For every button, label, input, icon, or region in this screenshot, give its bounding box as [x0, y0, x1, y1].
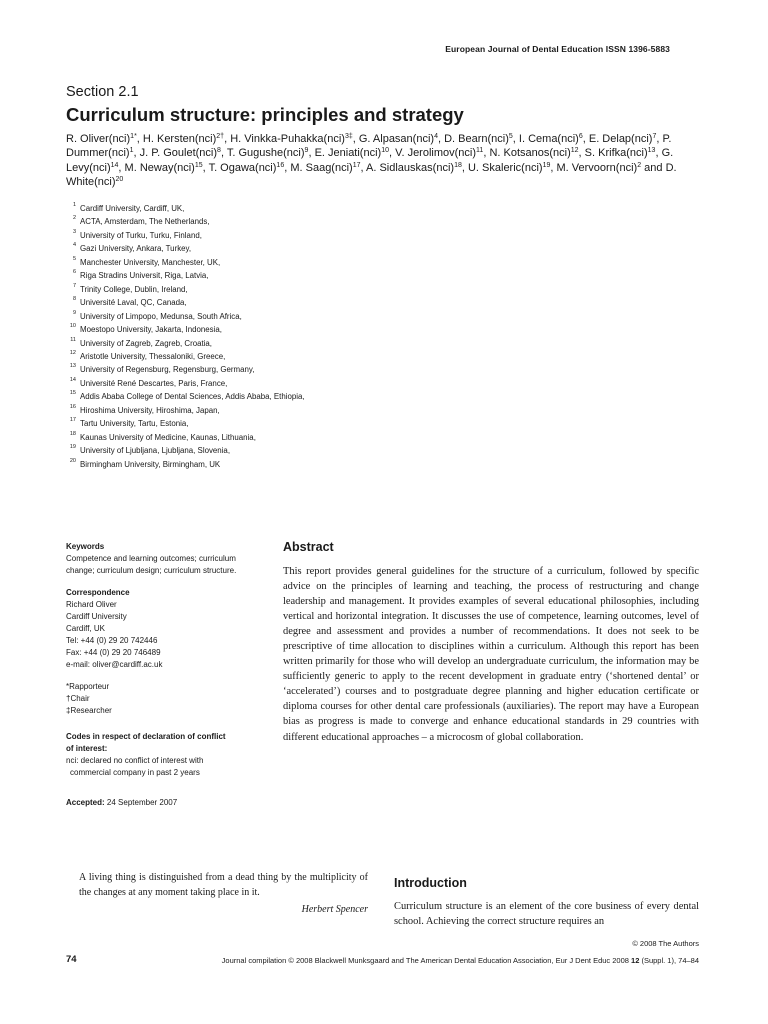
affiliation-number: 9	[72, 309, 76, 316]
affiliation-text: Cardiff University, Cardiff, UK,	[80, 204, 185, 213]
author-affiliation-marker: 16	[276, 161, 285, 169]
conflict-block	[66, 731, 276, 779]
author-affiliation-marker: 5	[508, 133, 513, 140]
affiliation-item	[66, 444, 466, 457]
author-name: T. Gugushe(nci)	[226, 147, 305, 160]
conflict-text: nci: declared no conflict of interest with	[66, 756, 204, 765]
author-separator: ,	[483, 147, 490, 160]
author-affiliation-marker: 2†	[216, 133, 225, 140]
accepted-date: 24 September 2007	[106, 798, 178, 807]
author-name: P. Dummer(nci)	[66, 133, 672, 160]
affiliation-text: Hiroshima University, Hiroshima, Japan,	[80, 405, 220, 415]
affiliation-text: Manchester University, Manchester, UK,	[80, 257, 221, 267]
affiliation-number: 10	[69, 323, 76, 330]
author-separator: ,	[656, 133, 663, 145]
page-number: 74	[66, 954, 77, 965]
author-name: G. Levy(nci)	[66, 147, 674, 174]
affiliation-number: 17	[69, 417, 76, 424]
author-affiliation-marker: 14	[110, 161, 119, 169]
author-affiliation-marker: 4	[434, 133, 438, 140]
affiliation-text: University of Zagreb, Zagreb, Croatia,	[80, 338, 213, 348]
author-separator: ,	[461, 161, 468, 174]
affiliation-text: Moestopo University, Jakarta, Indonesia,	[80, 325, 222, 335]
correspondence-email: e-mail: oliver@cardiff.ac.uk	[66, 660, 163, 669]
author-separator: ,	[360, 161, 367, 174]
keywords-heading: Keywords	[66, 542, 105, 551]
author-separator: ,	[512, 133, 519, 145]
author-name: E. Delap(nci)	[588, 133, 653, 145]
author-affiliation-marker: 1	[129, 147, 134, 155]
author-affiliation-marker: 10	[381, 147, 389, 155]
author-name: H. Kersten(nci)	[142, 133, 217, 145]
affiliation-item	[66, 404, 466, 417]
correspondence-block	[66, 587, 276, 671]
paper-title: Curriculum structure: principles and strategy	[66, 104, 464, 125]
author-name: T. Ogawa(nci)	[208, 161, 277, 174]
affiliation-item	[66, 350, 466, 363]
section-label: Section 2.1	[66, 84, 139, 100]
author-name: M. Vervoorn(nci)	[556, 161, 638, 174]
author-separator: ,	[308, 147, 315, 160]
affiliation-number: 7	[72, 282, 76, 289]
author-affiliation-marker: 11	[476, 147, 484, 155]
affiliation-number: 8	[72, 296, 76, 303]
author-affiliation-marker: 12	[570, 147, 579, 155]
epigraph	[79, 870, 368, 917]
affiliation-number: 19	[69, 444, 76, 451]
affiliation-number: 11	[70, 336, 76, 343]
author-separator: ,	[220, 147, 227, 160]
conflict-heading: Codes in respect of declaration of conflict	[66, 732, 226, 741]
conflict-text: commercial company in past 2 years	[70, 768, 200, 777]
author-affiliation-marker: 7	[652, 133, 657, 140]
affiliation-item	[66, 242, 466, 255]
correspondence-tel: Tel: +44 (0) 29 20 742446	[66, 636, 158, 645]
epigraph-author: Herbert Spencer	[301, 904, 368, 915]
affiliation-item	[66, 310, 466, 323]
affiliation-text: Addis Ababa College of Dental Sciences, Addis Ababa, Ethiopia,	[80, 392, 305, 402]
affiliation-item	[66, 390, 466, 403]
affiliation-text: University of Limpopo, Medunsa, South Africa,	[80, 311, 242, 321]
accepted-block	[66, 797, 276, 809]
author-separator: ,	[136, 133, 143, 145]
author-affiliation-marker: 6	[578, 133, 583, 140]
affiliation-text: Trinity College, Dublin, Ireland,	[80, 284, 188, 294]
author-affiliation-marker: 19	[542, 161, 551, 169]
footer-volume: 12	[631, 956, 640, 965]
keywords-text: Competence and learning outcomes; curriculum	[66, 554, 236, 563]
affiliation-text: Aristotle University, Thessaloniki, Greece,	[80, 351, 226, 361]
affiliation-text: Tartu University, Tartu, Estonia,	[80, 419, 189, 429]
affiliation-list	[66, 202, 466, 471]
author-separator: ,	[437, 133, 445, 145]
affiliation-number: 13	[69, 363, 76, 370]
author-name: V. Jerolimov(nci)	[395, 147, 477, 160]
affiliation-item	[66, 283, 466, 296]
author-name: G. Alpasan(nci)	[358, 133, 435, 145]
conflict-heading: of interest:	[66, 744, 108, 753]
author-affiliation-marker: 18	[454, 161, 462, 169]
journal-header: European Journal of Dental Education ISSN 1396-5883	[445, 44, 670, 54]
affiliation-item	[66, 337, 466, 350]
affiliation-number: 3	[72, 228, 76, 235]
accepted-label: Accepted:	[66, 798, 105, 807]
affiliation-number: 16	[69, 403, 76, 410]
affiliation-text: University of Ljubljana, Ljubljana, Slovenia,	[80, 446, 231, 456]
author-name: J. P. Goulet(nci)	[139, 147, 218, 160]
role-researcher: ‡Researcher	[66, 706, 112, 715]
affiliation-number: 20	[69, 457, 76, 464]
author-affiliation-marker: 2	[637, 161, 642, 169]
affiliation-text: University of Turku, Turku, Finland,	[80, 230, 202, 240]
author-name: A. Sidlauskas(nci)	[366, 161, 455, 174]
author-name: H. Vinkka-Puhakka(nci)	[230, 133, 345, 145]
affiliation-number: 4	[72, 242, 76, 249]
affiliation-item	[66, 215, 466, 228]
affiliation-number: 2	[72, 215, 76, 222]
epigraph-quote: A living thing is distinguished from a dead thing by the multiplicity of the changes at any moment taking place in it.	[79, 872, 368, 898]
correspondence-fax: Fax: +44 (0) 29 20 746489	[66, 648, 161, 657]
author-affiliation-marker: 20	[115, 175, 124, 183]
affiliation-text: Université Laval, QC, Canada,	[80, 298, 187, 308]
affiliation-number: 1	[72, 202, 76, 208]
author-separator: ,	[224, 133, 231, 145]
affiliation-text: Birmingham University, Birmingham, UK	[80, 459, 221, 469]
affiliation-number: 12	[69, 349, 76, 356]
author-name: I. Cema(nci)	[518, 133, 579, 145]
author-name: E. Jeniati(nci)	[314, 147, 382, 160]
correspondence-heading: Correspondence	[66, 588, 130, 597]
role-rapporteur: *Rapporteur	[66, 682, 110, 691]
author-separator: ,	[133, 147, 140, 160]
author-affiliation-marker: 13	[647, 147, 656, 155]
author-separator: ,	[352, 133, 359, 145]
affiliation-number: 5	[72, 255, 76, 262]
affiliation-item	[66, 377, 466, 390]
author-name: D. Bearn(nci)	[444, 133, 509, 145]
affiliation-text: Université René Descartes, Paris, France,	[80, 378, 228, 388]
author-separator: ,	[284, 161, 291, 174]
affiliation-number: 18	[69, 430, 76, 437]
author-name: D. White(nci)	[66, 161, 677, 188]
affiliation-item	[66, 363, 466, 376]
introduction-text: Curriculum structure is an element of the core business of every dental school. Achieving the correct structure requires an	[394, 901, 699, 927]
affiliation-item	[66, 202, 466, 215]
author-separator: ,	[578, 147, 585, 160]
affiliation-number: 6	[72, 269, 76, 276]
author-separator: ,	[655, 147, 662, 160]
abstract-text: This report provides general guidelines for the structure of a curriculum, followed by specific advice on the principles of learning and teaching, the process of restructuring and change leadership and management. It provides examples of several educational philosophies, including vertical and horizontal integration. It discusses the use of competence, learning outcomes, level of degree and assessment and provides a number of recommendations. It does not seek to be prescriptive of time allocation to disciplines within a curriculum. Although this report has been written primarily for those who will develop an undergraduate curriculum, the information may be sufficiently generic to apply to the recent development in graduate entry (‘shortened dental’ or ‘accelerated’) courses and to postgraduate degree planning and higher education certificate or diploma courses for other dental care professionals (auxiliaries). The report may have a European bias as progress is made to converge and enhance educational standards in 29 countries with different educational approaches – a microcosm of global collaboration.	[283, 566, 699, 743]
affiliation-number: 15	[69, 390, 76, 397]
author-affiliation-marker: 15	[194, 161, 203, 169]
affiliation-text: Riga Stradins Universit, Riga, Latvia,	[80, 271, 209, 281]
copyright-notice: © 2008 The Authors	[632, 939, 699, 948]
affiliation-text: Gazi University, Ankara, Turkey,	[80, 244, 192, 254]
keywords-text: change; curriculum design; curriculum structure.	[66, 566, 237, 575]
correspondence-institution: Cardiff University	[66, 612, 127, 621]
author-separator: ,	[582, 133, 589, 145]
footer-journal-suffix: (Suppl. 1), 74–84	[639, 956, 699, 965]
affiliation-item	[66, 229, 466, 242]
author-name: N. Kotsanos(nci)	[489, 147, 571, 160]
author-name: M. Neway(nci)	[124, 161, 195, 174]
author-separator: ,	[118, 161, 125, 174]
author-name: R. Oliver(nci)	[66, 133, 131, 145]
affiliation-item	[66, 458, 466, 471]
role-chair: †Chair	[66, 694, 90, 703]
affiliation-item	[66, 431, 466, 444]
affiliation-text: University of Regensburg, Regensburg, Germany,	[80, 365, 255, 375]
correspondence-city: Cardiff, UK	[66, 624, 105, 633]
author-separator: ,	[389, 147, 396, 160]
affiliation-item	[66, 417, 466, 430]
author-separator: ,	[550, 161, 557, 174]
roles-block	[66, 681, 276, 717]
author-list	[66, 132, 706, 189]
correspondence-name: Richard Oliver	[66, 600, 117, 609]
author-affiliation-marker: 1*	[130, 133, 137, 140]
author-name: U. Skaleric(nci)	[467, 161, 543, 174]
article-sidebar	[66, 541, 276, 819]
footer-journal-citation	[222, 956, 699, 965]
affiliation-item	[66, 256, 466, 269]
footer-journal-prefix: Journal compilation © 2008 Blackwell Munksgaard and The American Dental Education Association, Eur J Dent Educ 2008	[221, 956, 632, 965]
author-affiliation-marker: 17	[352, 161, 361, 169]
author-name: M. Saag(nci)	[290, 161, 353, 174]
affiliation-number: 14	[69, 376, 76, 383]
author-affiliation-marker: 3‡	[344, 133, 353, 140]
author-separator: and	[641, 161, 666, 174]
affiliation-item	[66, 296, 466, 309]
author-name: S. Krifka(nci)	[584, 147, 648, 160]
author-affiliation-marker: 9	[304, 147, 309, 155]
introduction-heading: Introduction	[394, 876, 467, 890]
keywords-block	[66, 541, 276, 577]
author-separator: ,	[202, 161, 209, 174]
affiliation-text: Kaunas University of Medicine, Kaunas, Lithuania,	[80, 432, 256, 442]
abstract-heading: Abstract	[283, 540, 334, 554]
affiliation-text: ACTA, Amsterdam, The Netherlands,	[80, 217, 210, 227]
affiliation-item	[66, 269, 466, 282]
author-affiliation-marker: 8	[217, 147, 221, 155]
affiliation-item	[66, 323, 466, 336]
